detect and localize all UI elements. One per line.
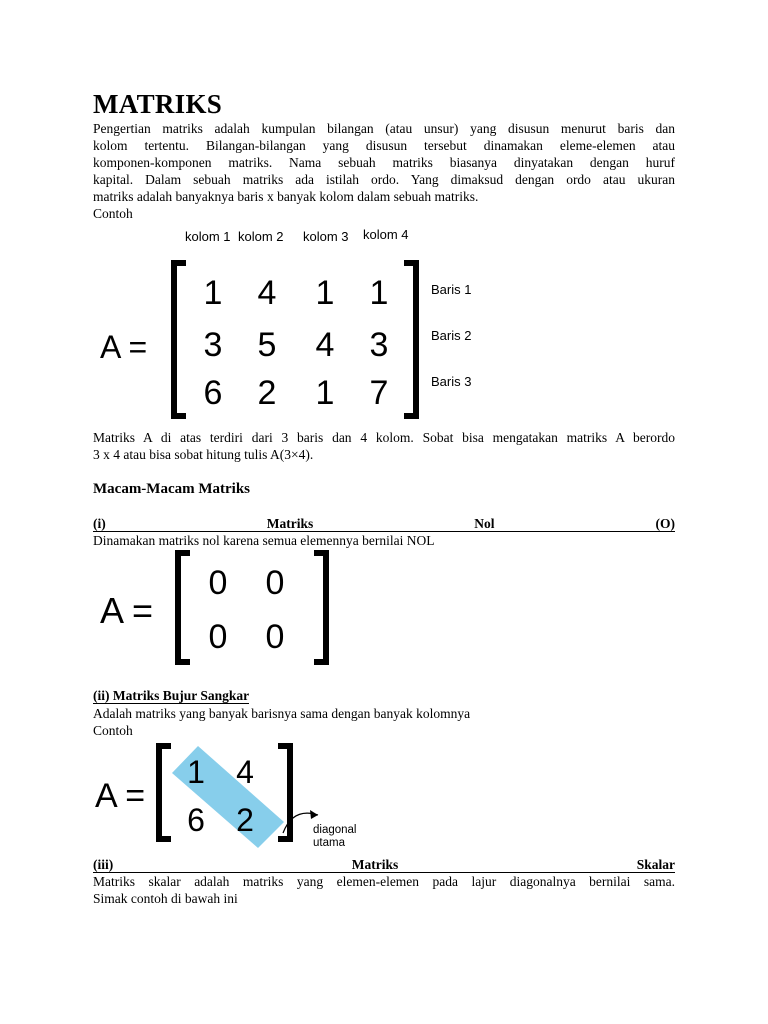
matrix-cell: 1 xyxy=(203,274,223,312)
diagonal-label: utama xyxy=(313,837,345,849)
matrix-cell: 1 xyxy=(315,374,335,412)
matrix-name: A = xyxy=(100,329,148,365)
matrix-cell: 0 xyxy=(265,618,285,656)
arrow-head xyxy=(310,810,318,819)
type2-description: Adalah matriks yang banyak barisnya sama dengan banyak kolomnya xyxy=(93,706,471,721)
matrix-name: A = xyxy=(100,590,154,631)
matrix-cell: 4 xyxy=(257,274,277,312)
type2-heading-wrap xyxy=(93,687,675,705)
type2-contoh: Contoh xyxy=(93,723,133,738)
matrix-cell: 5 xyxy=(257,326,277,364)
type1-heading-part: (O) xyxy=(655,516,675,531)
example-matrix-figure xyxy=(93,222,675,422)
type3-description: Matriks skalar adalah matriks yang elemen-elemen pada lajur diagonalnya bernilai sama. xyxy=(93,874,675,889)
explanation-line: Matriks A di atas terdiri dari 3 baris dan 4 kolom. Sobat bisa mengatakan matriks A berordo xyxy=(93,430,675,445)
example-explanation xyxy=(93,429,675,463)
section-title: Macam-Macam Matriks xyxy=(93,481,251,497)
matrix-cell: 0 xyxy=(208,564,228,602)
col-label: kolom 2 xyxy=(238,229,284,244)
type3-heading-part: Skalar xyxy=(636,857,675,872)
row-label: Baris 3 xyxy=(431,374,472,389)
matrix-cell: 6 xyxy=(203,374,223,412)
type3-heading-part: Matriks xyxy=(351,857,399,872)
type1-description: Dinamakan matriks nol karena semua elemennya bernilai NOL xyxy=(93,533,435,548)
matrix-name: A = xyxy=(95,777,146,815)
matrix-cells xyxy=(204,274,389,412)
matrix-cell: 3 xyxy=(369,326,389,364)
intro-line: matriks adalah banyaknya baris x banyak kolom dalam sebuah matriks. xyxy=(93,189,479,204)
intro-line: Pengertian matriks adalah kumpulan bilangan (atau unsur) yang disusun menurut baris dan xyxy=(93,121,675,136)
right-bracket xyxy=(314,553,326,662)
matrix-cell: 0 xyxy=(208,618,228,656)
document-page xyxy=(93,88,675,907)
matrix-cell: 1 xyxy=(187,754,205,790)
col-label: kolom 1 xyxy=(185,229,231,244)
left-bracket xyxy=(178,553,190,662)
matrix-cell: 4 xyxy=(236,754,254,790)
matrix-cell: 1 xyxy=(369,274,389,312)
type1-heading-part: Nol xyxy=(474,516,495,531)
type1-heading-part: (i) xyxy=(93,516,106,531)
type2-heading: (ii) Matriks Bujur Sangkar xyxy=(93,688,250,703)
left-bracket xyxy=(174,263,186,416)
matrix-cell: 7 xyxy=(369,374,389,412)
col-label: kolom 4 xyxy=(363,227,409,242)
matrix-cell: 6 xyxy=(187,802,205,838)
type3-description: Simak contoh di bawah ini xyxy=(93,891,238,906)
matrix-cell: 4 xyxy=(315,326,335,364)
contoh-label: Contoh xyxy=(93,206,133,221)
square-matrix-figure xyxy=(93,739,675,851)
right-bracket xyxy=(404,263,416,416)
type1-heading-part: Matriks xyxy=(266,516,314,531)
intro-paragraph xyxy=(93,120,675,205)
row-label: Baris 2 xyxy=(431,328,472,343)
matrix-cell: 3 xyxy=(203,326,223,364)
diagonal-label: diagonal xyxy=(313,824,357,836)
intro-line: kolom tertentu. Bilangan-bilangan yang disusun tersebut dinamakan eleme-elemen atau xyxy=(93,138,675,153)
left-bracket xyxy=(159,746,171,839)
zero-matrix-figure xyxy=(93,549,675,679)
page-title: MATRIKS xyxy=(93,89,223,119)
matrix-cell: 2 xyxy=(257,374,277,412)
matrix-cell: 1 xyxy=(315,274,335,312)
type1-heading xyxy=(93,516,675,532)
type3-heading xyxy=(93,857,675,873)
matrix-cell: 2 xyxy=(236,802,254,838)
col-label: kolom 3 xyxy=(303,229,349,244)
matrix-cell: 0 xyxy=(265,564,285,602)
row-label: Baris 1 xyxy=(431,282,472,297)
explanation-line: 3 x 4 atau bisa sobat hitung tulis A(3×4). xyxy=(93,447,314,462)
type3-heading-part: (iii) xyxy=(93,857,114,872)
intro-line: kapital. Dalam sebuah matriks ada istilah ordo. Yang dimaksud dengan ordo atau ukuran xyxy=(93,172,675,187)
intro-line: komponen-komponen matriks. Nama sebuah matriks biasanya dinyatakan dengan huruf xyxy=(93,155,675,170)
